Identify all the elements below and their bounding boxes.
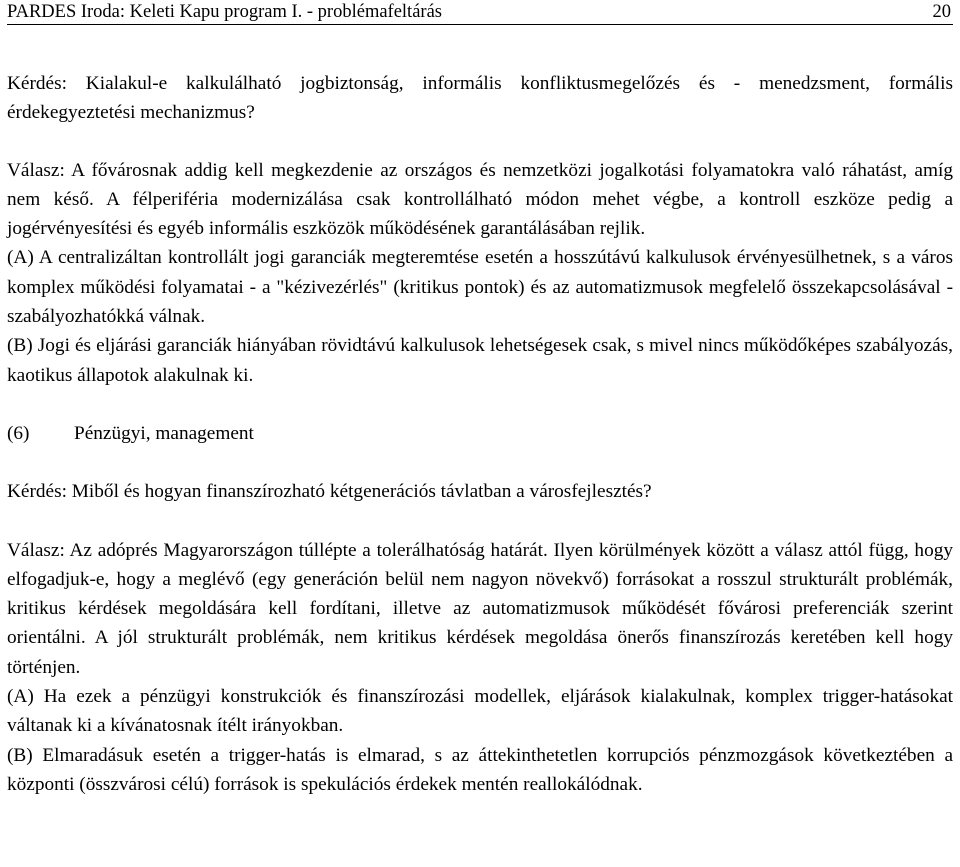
section-title: Pénzügyi, management xyxy=(74,422,254,444)
page-number: 20 xyxy=(932,2,951,22)
question-1: Kérdés: Kialakul-e kalkulálható jogbiztonság, informális konfliktusmegelőzés és - menedzsment, formális érdekegyeztetési mechanizmus? xyxy=(7,73,953,124)
answer-1: Válasz: A fővárosnak addig kell megkezdenie az országos és nemzetközi jogalkotási folyamatokra való ráhatást, amíg nem késő. A félperiféria modernizálása csak kontrollálható módon mehet végbe, a kontroll eszköze pedig a jogérvényesítési és egyéb informális eszközök működésének garantálásában rejlik. xyxy=(7,159,953,240)
document-page xyxy=(7,0,953,799)
answer-2-option-b: (B) Elmaradásuk esetén a trigger-hatás is elmarad, s az áttekinthetetlen korrupciós pénzmozgások következtében a központi (összvárosi célú) források is spekulációs érdekek mentén reallokálódnak. xyxy=(7,744,953,795)
header-title: PARDES Iroda: Keleti Kapu program I. - problémafeltárás xyxy=(7,2,442,22)
answer-1-option-b: (B) Jogi és eljárási garanciák hiányában rövidtávú kalkulusok lehetségesek csak, s mivel nincs működőképes szabályozás, kaotikus állapotok alakulnak ki. xyxy=(7,335,953,386)
section-number: (6) xyxy=(7,422,30,444)
page-header xyxy=(7,0,953,25)
answer-2: Válasz: Az adóprés Magyarországon túllépte a tolerálhatóság határát. Ilyen körülmények között a válasz attól függ, hogy elfogadjuk-e, hogy a meglévő (egy generáción belül nem nagyon növekvő) forrásokat a rosszul strukturált problémák, kritikus kérdések megoldására kell fordítani, illetve az automatizmusok működését fővárosi preferenciák szerint orientálni. A jól strukturált problémák, nem kritikus kérdések megoldása önerős finanszírozás keretében kell hogy történjen. xyxy=(7,539,953,678)
answer-1-option-a: (A) A centralizáltan kontrollált jogi garanciák megteremtése esetén a hosszútávú kalkulusok érvényesülhetnek, s a város komplex működési folyamatai - a "kézivezérlés" (kritikus pontok) és az automatizmusok megfelelő összekapcsolásával - szabályozhatókká válnak. xyxy=(7,247,953,328)
answer-2-option-a: (A) Ha ezek a pénzügyi konstrukciók és finanszírozási modellek, eljárások kialakulnak, komplex trigger-hatásokat váltanak ki a kívánatosnak ítélt irányokban. xyxy=(7,686,953,737)
section-heading xyxy=(7,419,953,448)
question-2: Kérdés: Miből és hogyan finanszírozható kétgenerációs távlatban a városfejlesztés? xyxy=(7,481,652,503)
